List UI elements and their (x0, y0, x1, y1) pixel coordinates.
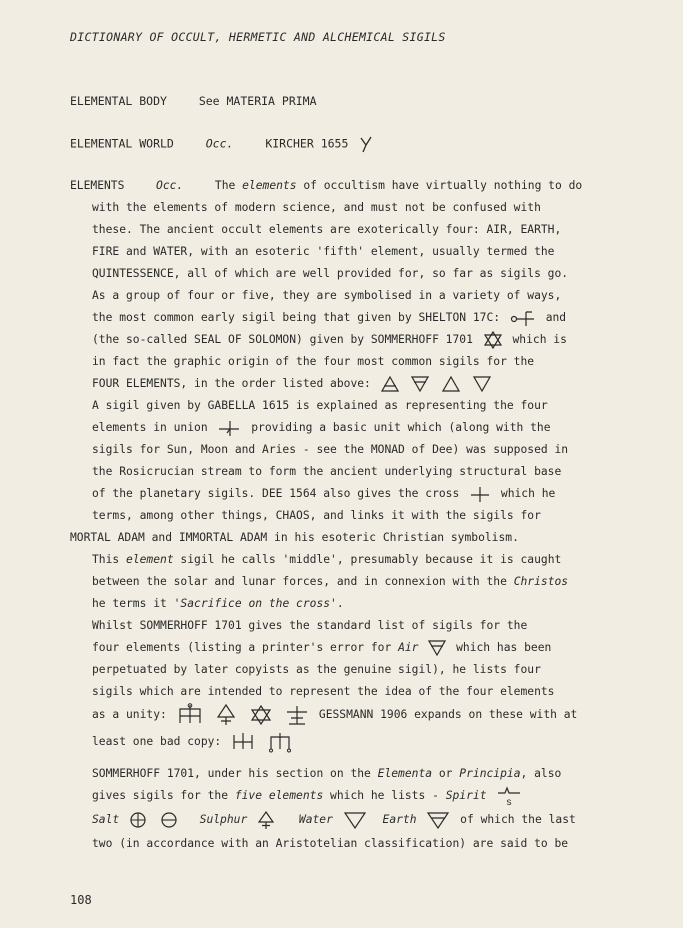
kircher-y-sigil-icon (358, 134, 374, 154)
text-line: A sigil given by GABELLA 1615 is explained as representing the four (92, 399, 548, 412)
unity-sigil-3-icon (250, 704, 272, 726)
earth-element-sigil-icon (426, 811, 450, 829)
text-line: SOMMERHOFF 1701, under his section on the Elementa or Principia, also (92, 767, 562, 780)
text-line: between the solar and lunar forces, and in connexion with the Christos (92, 575, 569, 588)
gabella-union-cross-icon (217, 419, 241, 437)
text-line: sigils for Sun, Moon and Aries - see the MONAD of Dee) was supposed in (92, 443, 569, 456)
salt-sigil-2-icon (160, 811, 178, 829)
bad-copy-sigil-2-icon (268, 731, 292, 753)
text-line: FIRE and WATER, with an esoteric 'fifth' element, usually termed the (92, 245, 555, 258)
entry-tag: Occ. (205, 136, 234, 151)
text-line: This element sigil he calls 'middle', presumably because it is caught (92, 553, 562, 566)
air-error-sigil-icon (428, 640, 446, 656)
text-line: Salt Sulphur Water Earth of which the last (92, 809, 576, 831)
text-line: terms, among other things, CHAOS, and links it with the sigils for (92, 509, 541, 522)
dee-cross-icon (469, 485, 491, 503)
text-line: MORTAL ADAM and IMMORTAL ADAM in his esoteric Christian symbolism. (70, 531, 519, 544)
water-sigil-icon (473, 376, 491, 392)
sulphur-sigil-icon (257, 810, 275, 830)
entry-elemental-world (70, 134, 377, 154)
bad-copy-sigil-1-icon (231, 731, 255, 753)
text-line: As a group of four or five, they are symbolised in a variety of ways, (92, 289, 562, 302)
entry-elemental-body (70, 94, 317, 108)
entry-term: ELEMENTS (70, 179, 125, 192)
running-header: DICTIONARY OF OCCULT, HERMETIC AND ALCHEMICAL SIGILS (70, 30, 446, 44)
text-line: sigils which are intended to represent the idea of the four elements (92, 685, 555, 698)
text-line: Whilst SOMMERHOFF 1701 gives the standard list of sigils for the (92, 619, 528, 632)
unity-sigil-4-icon (285, 704, 309, 726)
text-line: elements in union providing a basic unit which (along with the (92, 417, 551, 439)
see-reference: See MATERIA PRIMA (198, 94, 317, 108)
entry-term: ELEMENTAL BODY (70, 94, 167, 108)
entry-source: KIRCHER 1655 (265, 136, 349, 151)
text-line: QUINTESSENCE, all of which are well provided for, so far as sigils go. (92, 267, 569, 280)
text-line: four elements (listing a printer's error for Air which has been (92, 641, 552, 654)
earth-sigil-icon (411, 376, 429, 392)
text-line: in fact the graphic origin of the four most common sigils for the (92, 355, 535, 368)
text-line: two (in accordance with an Aristotelian classification) are said to be (92, 837, 569, 850)
fire-sigil-icon (442, 376, 460, 392)
text-line: of the planetary sigils. DEE 1564 also gives the cross which he (92, 483, 555, 505)
seal-of-solomon-icon (483, 331, 503, 349)
text-line: the Rosicrucian stream to form the ancient underlying structural base (92, 465, 562, 478)
shelton-elements-sigil-icon (510, 309, 536, 327)
text-line: with the elements of modern science, and must not be confused with (92, 201, 541, 214)
text-line: as a unity: GESSMANN 1906 expands on these with at (92, 703, 577, 733)
text-line: the most common early sigil being that given by SHELTON 17C: and (92, 307, 566, 329)
svg-text:s: s (506, 798, 513, 807)
text-line: he terms it 'Sacrifice on the cross'. (92, 597, 344, 610)
salt-sigil-1-icon (129, 811, 147, 829)
text-line: least one bad copy: (92, 731, 295, 759)
page-number: 108 (70, 893, 92, 907)
text-line: these. The ancient occult elements are exoterically four: AIR, EARTH, (92, 223, 562, 236)
air-sigil-icon (381, 376, 399, 392)
text-line: gives sigils for the five elements which he lists - Spirit s (92, 785, 525, 807)
text-line: perpetuated by later copyists as the genuine sigil), he lists four (92, 663, 541, 676)
text-line: FOUR ELEMENTS, in the order listed above: (92, 373, 494, 395)
text-line: (the so-called SEAL OF SOLOMON) given by SOMMERHOFF 1701 which is (92, 329, 567, 351)
entry-heading-line: ELEMENTS Occ. The elements of occultism have virtually nothing to do (70, 179, 583, 192)
unity-sigil-1-icon (177, 703, 203, 727)
entry-term: ELEMENTAL WORLD (70, 136, 174, 151)
spirit-sigil-icon (496, 785, 522, 807)
unity-sigil-2-icon (215, 703, 237, 727)
entry-tag: Occ. (156, 179, 184, 192)
water-element-sigil-icon (343, 811, 367, 829)
